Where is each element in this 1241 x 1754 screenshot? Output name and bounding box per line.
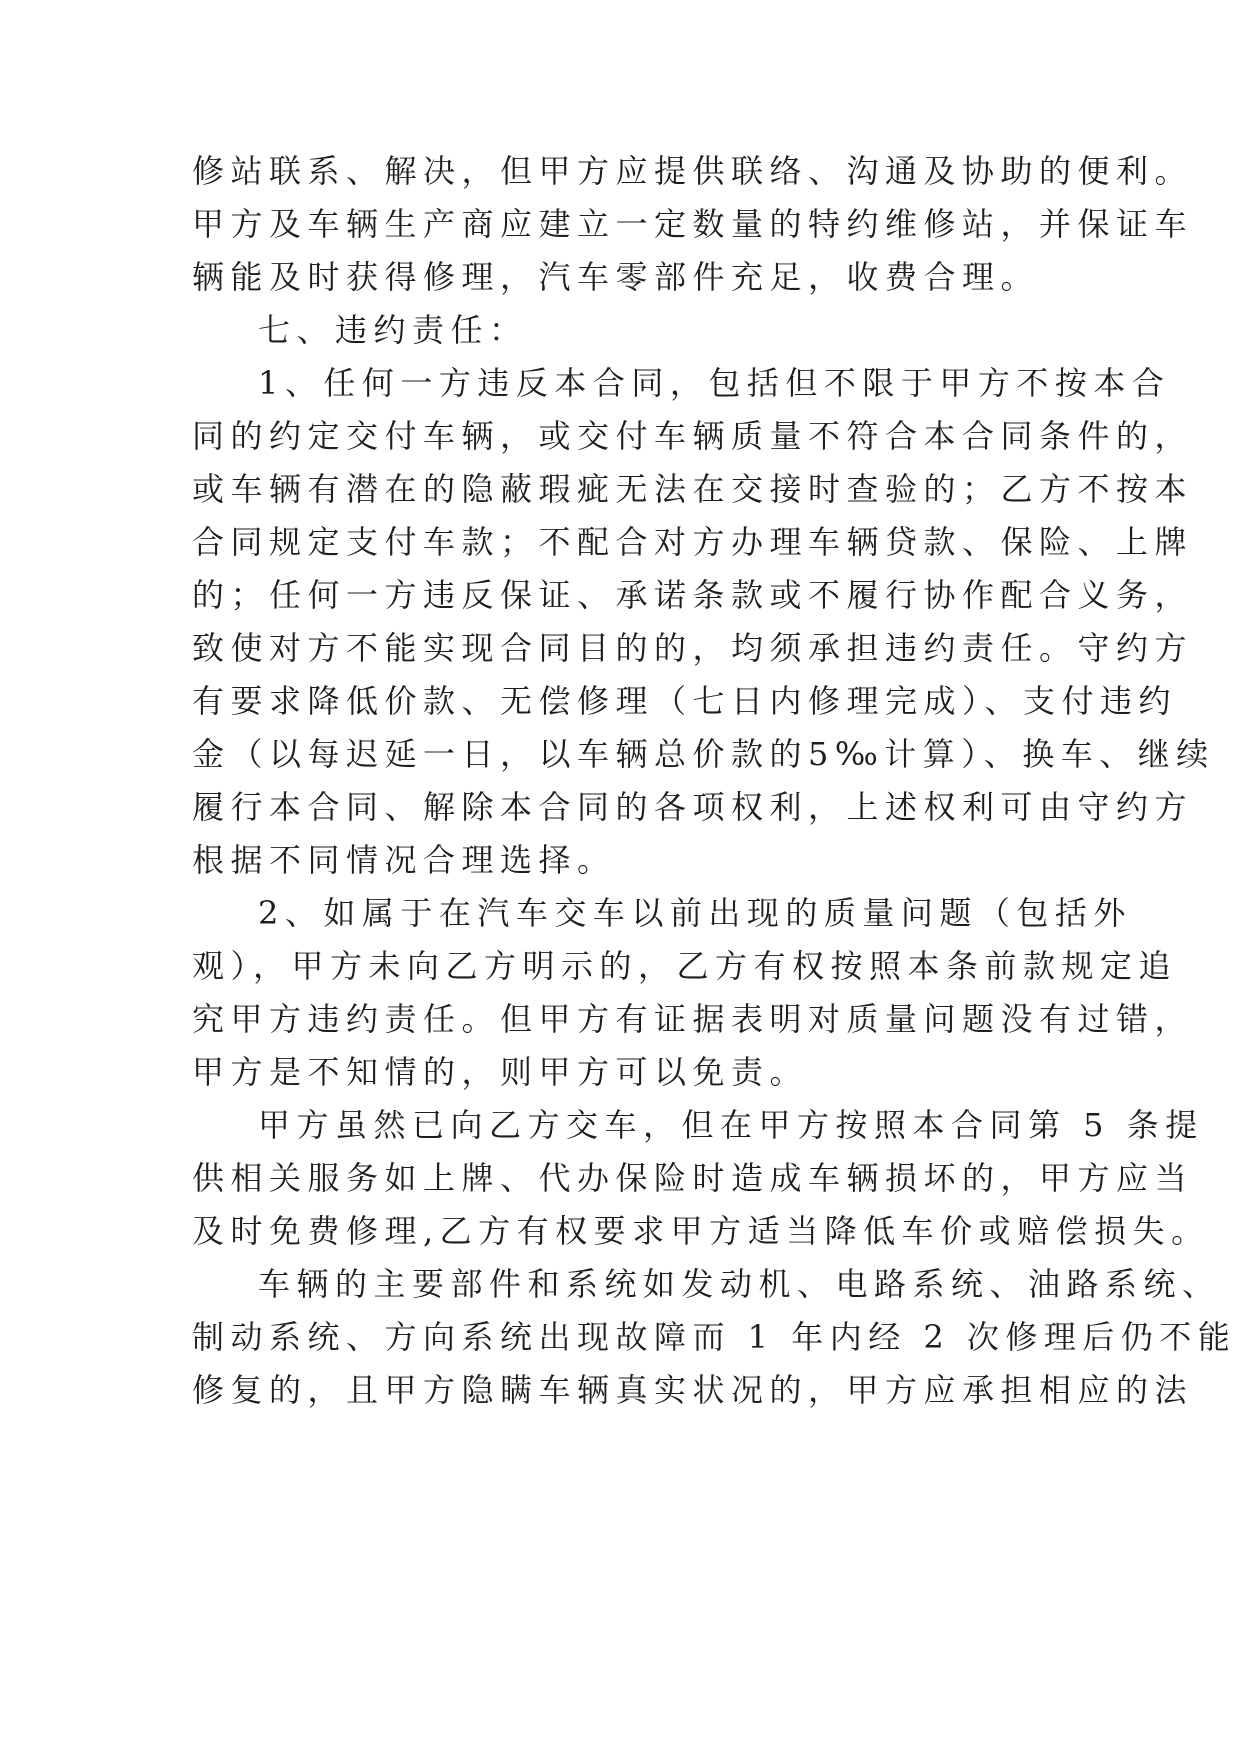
- text-line: 究甲方违约责任。但甲方有证据表明对质量问题没有过错，: [192, 1000, 1194, 1038]
- text-line: 修站联系、解决，但甲方应提供联络、沟通及协助的便利。: [192, 152, 1194, 190]
- text-line: 根据不同情况合理选择。: [192, 841, 616, 879]
- text-line: 2、如属于在汽车交车以前出现的质量问题（包括外: [258, 894, 1132, 932]
- text-line: 制动系统、方向系统出现故障而 1 年内经 2 次修理后仍不能: [192, 1318, 1237, 1356]
- text-line: 车辆的主要部件和系统如发动机、电路系统、油路系统、: [258, 1265, 1221, 1303]
- text-line: 有要求降低价款、无偿修理（七日内修理完成）、支付违约: [192, 682, 1178, 720]
- text-line: 修复的，且甲方隐瞒车辆真实状况的，甲方应承担相应的法: [192, 1371, 1194, 1409]
- text-line: 甲方虽然已向乙方交车，但在甲方按照本合同第 5 条提: [258, 1106, 1204, 1144]
- text-line: 辆能及时获得修理，汽车零部件充足，收费合理。: [192, 258, 1040, 296]
- text-line: 及时免费修理,乙方有权要求甲方适当降低车价或赔偿损失。: [192, 1212, 1210, 1250]
- text-line: 同的约定交付车辆，或交付车辆质量不符合本合同条件的，: [192, 417, 1194, 455]
- text-line: 甲方及车辆生产商应建立一定数量的特约维修站，并保证车: [192, 205, 1194, 243]
- text-line: 合同规定支付车款；不配合对方办理车辆贷款、保险、上牌: [192, 523, 1194, 561]
- text-line: 致使对方不能实现合同目的的，均须承担违约责任。守约方: [192, 629, 1194, 667]
- text-line: 或车辆有潜在的隐蔽瑕疵无法在交接时查验的；乙方不按本: [192, 470, 1194, 508]
- text-line: 观），甲方未向乙方明示的，乙方有权按照本条前款规定追: [192, 947, 1178, 985]
- text-line: 的；任何一方违反保证、承诺条款或不履行协作配合义务，: [192, 576, 1194, 614]
- text-line: 供相关服务如上牌、代办保险时造成车辆损坏的，甲方应当: [192, 1159, 1194, 1197]
- text-line: 履行本合同、解除本合同的各项权利，上述权利可由守约方: [192, 788, 1194, 826]
- text-line: 甲方是不知情的，则甲方可以免责。: [192, 1053, 809, 1091]
- text-line: 1、任何一方违反本合同，包括但不限于甲方不按本合: [258, 364, 1171, 402]
- section-heading: 七、违约责任：: [258, 311, 528, 349]
- text-line: 金（以每迟延一日，以车辆总价款的5‰计算）、换车、继续: [192, 735, 1215, 773]
